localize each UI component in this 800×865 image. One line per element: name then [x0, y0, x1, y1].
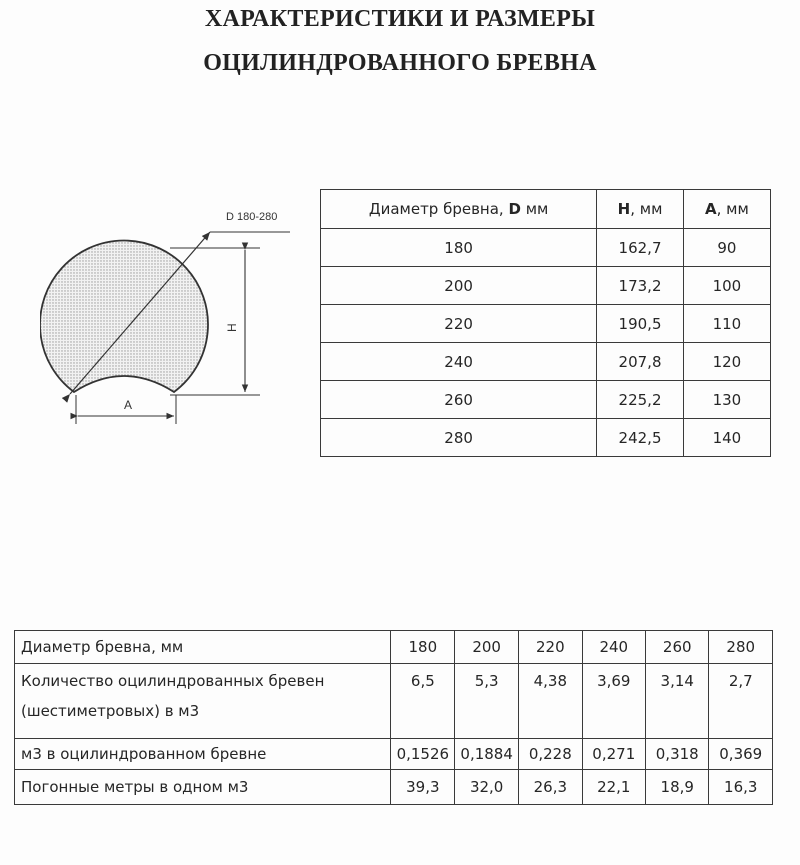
table-cell: 26,3	[519, 770, 582, 805]
page-subtitle: ОЦИЛИНДРОВАННОГО БРЕВНА	[203, 50, 597, 76]
row-label-line2: (шестиметровых) в м3	[21, 702, 200, 720]
cell-diameter: 260	[321, 381, 597, 419]
table-cell: 3,69	[582, 664, 645, 739]
table-cell: 16,3	[709, 770, 773, 805]
table-cell: 280	[709, 631, 773, 664]
table-row	[321, 381, 771, 419]
cell-diameter: 180	[321, 229, 597, 267]
table-row	[321, 419, 771, 457]
table-row	[15, 664, 773, 739]
cell-width: 100	[683, 267, 770, 305]
dimensions-table-header	[321, 190, 771, 229]
table-cell: 18,9	[646, 770, 709, 805]
cell-height: 225,2	[597, 381, 684, 419]
table-row	[15, 770, 773, 805]
header-diameter: Диаметр бревна, D мм	[321, 190, 597, 229]
table-cell: 260	[646, 631, 709, 664]
header-width: A, мм	[683, 190, 770, 229]
table-cell: 5,3	[455, 664, 519, 739]
table-cell: 4,38	[519, 664, 582, 739]
cell-height: 207,8	[597, 343, 684, 381]
cell-width: 90	[683, 229, 770, 267]
table-row	[321, 305, 771, 343]
cell-width: 110	[683, 305, 770, 343]
table-cell: 0,271	[582, 739, 645, 770]
table-row	[321, 229, 771, 267]
cell-width: 130	[683, 381, 770, 419]
table-cell: 0,1526	[391, 739, 455, 770]
cell-height: 162,7	[597, 229, 684, 267]
table-row	[15, 631, 773, 664]
cell-height: 190,5	[597, 305, 684, 343]
table-cell: 0,1884	[455, 739, 519, 770]
table-cell: 200	[455, 631, 519, 664]
row-label-volume: м3 в оцилиндрованном бревне	[15, 739, 391, 770]
diameter-label: D 180-280	[226, 211, 278, 223]
cell-width: 140	[683, 419, 770, 457]
page-title: ХАРАКТЕРИСТИКИ И РАЗМЕРЫ	[204, 6, 596, 32]
table-cell: 3,14	[646, 664, 709, 739]
table-cell: 32,0	[455, 770, 519, 805]
cell-height: 242,5	[597, 419, 684, 457]
cell-diameter: 240	[321, 343, 597, 381]
header-height: H, мм	[597, 190, 684, 229]
table-cell: 2,7	[709, 664, 773, 739]
width-label: A	[124, 398, 133, 412]
table-row	[321, 343, 771, 381]
table-cell: 0,369	[709, 739, 773, 770]
table-cell: 39,3	[391, 770, 455, 805]
table-cell: 0,228	[519, 739, 582, 770]
cell-width: 120	[683, 343, 770, 381]
table-cell: 180	[391, 631, 455, 664]
cell-diameter: 220	[321, 305, 597, 343]
row-label-log-count	[15, 664, 391, 739]
table-row	[321, 267, 771, 305]
row-label-line1: Количество оцилиндрованных бревен	[21, 672, 325, 690]
table-cell: 0,318	[646, 739, 709, 770]
dimensions-table	[320, 189, 771, 457]
table-cell: 220	[519, 631, 582, 664]
cell-diameter: 200	[321, 267, 597, 305]
cell-height: 173,2	[597, 267, 684, 305]
log-cross-section-diagram	[40, 200, 300, 430]
cell-diameter: 280	[321, 419, 597, 457]
table-cell: 6,5	[391, 664, 455, 739]
table-row	[15, 739, 773, 770]
volume-table	[14, 630, 773, 805]
row-label-linear-meters: Погонные метры в одном м3	[15, 770, 391, 805]
table-cell: 240	[582, 631, 645, 664]
table-cell: 22,1	[582, 770, 645, 805]
row-label-diameter: Диаметр бревна, мм	[15, 631, 391, 664]
height-label: H	[225, 323, 239, 332]
